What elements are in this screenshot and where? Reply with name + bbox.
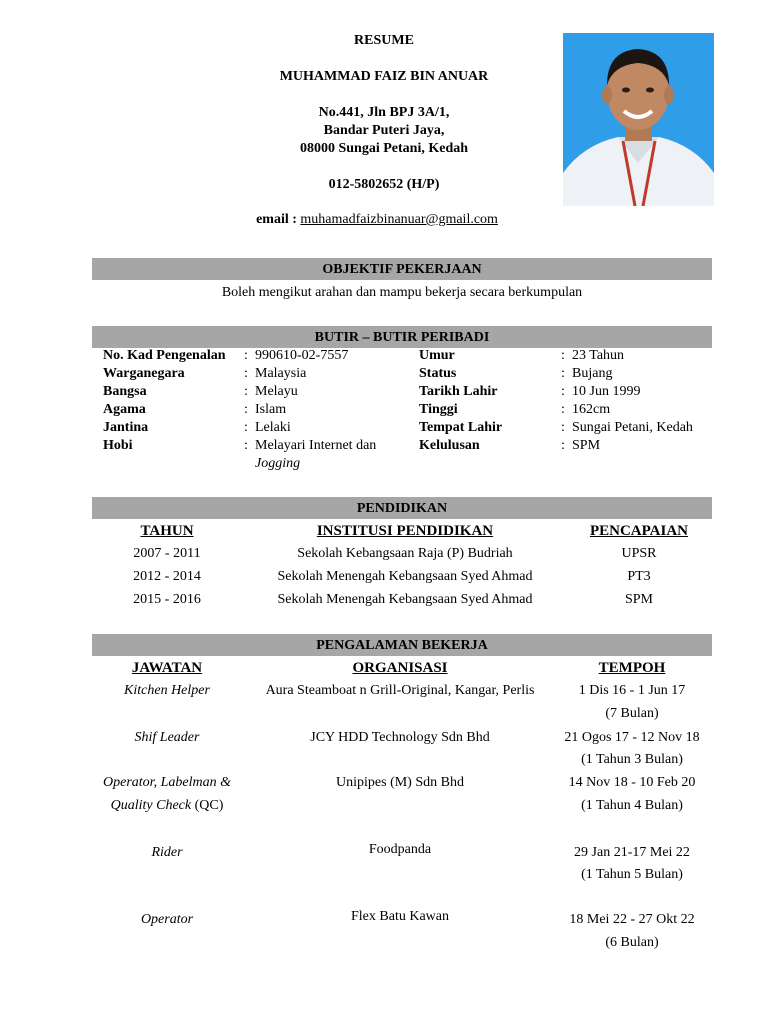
personal-heading: BUTIR – BUTIR PERIBADI	[92, 326, 712, 348]
label-gender: Jantina	[103, 420, 149, 435]
organization-cell: Flex Batu Kawan	[351, 909, 449, 924]
profile-photo	[563, 33, 714, 206]
period-cell: 29 Jan 21-17 Mei 22	[574, 845, 690, 860]
period-cell: 1 Dis 16 - 1 Jun 17	[578, 683, 686, 698]
col-header-organization: ORGANISASI	[352, 660, 448, 676]
colon: :	[244, 420, 248, 435]
colon: :	[561, 366, 565, 381]
label-qualification: Kelulusan	[419, 438, 480, 453]
label-birth-place: Tempat Lahir	[419, 420, 503, 435]
col-header-year: TAHUN	[140, 523, 194, 539]
period-cell: 14 Nov 18 - 10 Feb 20	[568, 775, 696, 790]
position-cell: Rider	[151, 845, 183, 860]
table-cell: 2007 - 2011	[133, 546, 201, 561]
colon: :	[561, 420, 565, 435]
value-age: 23 Tahun	[572, 348, 625, 363]
value-gender: Lelaki	[255, 420, 291, 435]
value-hobby: Melayari Internet dan	[255, 438, 377, 453]
objective-heading: OBJEKTIF PEKERJAAN	[92, 258, 712, 280]
value-race: Melayu	[255, 384, 298, 399]
resume-title: RESUME	[354, 33, 414, 48]
address-line-1: No.441, Jln BPJ 3A/1,	[318, 105, 450, 120]
label-age: Umur	[419, 348, 455, 363]
value-birth-date: 10 Jun 1999	[572, 384, 641, 399]
organization-cell: JCY HDD Technology Sdn Bhd	[310, 730, 490, 745]
duration-cell: (7 Bulan)	[605, 706, 659, 721]
table-cell: Sekolah Menengah Kebangsaan Syed Ahmad	[277, 592, 533, 607]
phone-number: 012-5802652 (H/P)	[328, 177, 440, 192]
colon: :	[244, 438, 248, 453]
table-cell: SPM	[624, 592, 654, 607]
col-header-institution: INSTITUSI PENDIDIKAN	[316, 523, 494, 539]
table-cell: 2015 - 2016	[133, 592, 201, 607]
position-cell: Kitchen Helper	[124, 683, 210, 698]
period-cell: 18 Mei 22 - 27 Okt 22	[569, 912, 695, 927]
objective-text: Boleh mengikut arahan dan mampu bekerja secara berkumpulan	[221, 285, 583, 300]
email-link[interactable]: muhamadfaizbinanuar@gmail.com	[300, 212, 498, 227]
experience-heading: PENGALAMAN BEKERJA	[92, 634, 712, 656]
value-birth-place: Sungai Petani, Kedah	[572, 420, 693, 435]
col-header-period: TEMPOH	[598, 660, 666, 676]
value-hobby-cont: Jogging	[255, 456, 301, 471]
value-status: Bujang	[572, 366, 613, 381]
table-cell: UPSR	[621, 546, 657, 561]
email-label: email :	[256, 212, 297, 227]
duration-cell: (1 Tahun 3 Bulan)	[581, 752, 683, 767]
value-height: 162cm	[572, 402, 611, 417]
duration-cell: (6 Bulan)	[605, 935, 659, 950]
address-line-2: Bandar Puteri Jaya,	[323, 123, 445, 138]
profile-photo-illustration	[563, 33, 714, 206]
label-hobby: Hobi	[103, 438, 133, 453]
education-heading: PENDIDIKAN	[92, 497, 712, 519]
value-citizenship: Malaysia	[255, 366, 307, 381]
value-religion: Islam	[255, 402, 287, 417]
organization-cell: Foodpanda	[368, 842, 432, 857]
period-cell: 21 Ogos 17 - 12 Nov 18	[564, 730, 700, 745]
label-height: Tinggi	[419, 402, 458, 417]
address-line-3: 08000 Sungai Petani, Kedah	[299, 141, 469, 156]
position-cell: Operator	[140, 912, 194, 927]
table-cell: Sekolah Menengah Kebangsaan Syed Ahmad	[277, 569, 533, 584]
colon: :	[244, 402, 248, 417]
label-citizenship: Warganegara	[103, 366, 185, 381]
position-cell-cont	[92, 798, 242, 814]
table-cell: Sekolah Kebangsaan Raja (P) Budriah	[297, 546, 513, 561]
value-qualification: SPM	[572, 438, 601, 453]
position-cell-cont-suffix: (QC)	[191, 798, 224, 813]
label-religion: Agama	[103, 402, 146, 417]
colon: :	[244, 384, 248, 399]
organization-cell: Aura Steamboat n Grill-Original, Kangar, Perlis	[265, 683, 535, 698]
col-header-achievement: PENCAPAIAN	[589, 523, 689, 539]
colon: :	[561, 348, 565, 363]
position-cell: Operator, Labelman &	[103, 775, 231, 790]
colon: :	[244, 348, 248, 363]
duration-cell: (1 Tahun 5 Bulan)	[581, 867, 683, 882]
email-line	[0, 212, 754, 228]
table-cell: PT3	[627, 569, 651, 584]
position-cell: Shif Leader	[134, 730, 200, 745]
applicant-name: MUHAMMAD FAIZ BIN ANUAR	[279, 69, 489, 84]
label-ic-number: No. Kad Pengenalan	[103, 348, 226, 363]
colon: :	[561, 402, 565, 417]
duration-cell: (1 Tahun 4 Bulan)	[581, 798, 683, 813]
label-birth-date: Tarikh Lahir	[419, 384, 498, 399]
colon: :	[244, 366, 248, 381]
label-race: Bangsa	[103, 384, 147, 399]
position-cell-cont-italic: Quality Check	[110, 798, 192, 813]
label-status: Status	[419, 366, 457, 381]
colon: :	[561, 384, 565, 399]
organization-cell: Unipipes (M) Sdn Bhd	[336, 775, 464, 790]
colon: :	[561, 438, 565, 453]
value-ic-number: 990610-02-7557	[255, 348, 349, 363]
col-header-position: JAWATAN	[131, 660, 203, 676]
table-cell: 2012 - 2014	[133, 569, 201, 584]
